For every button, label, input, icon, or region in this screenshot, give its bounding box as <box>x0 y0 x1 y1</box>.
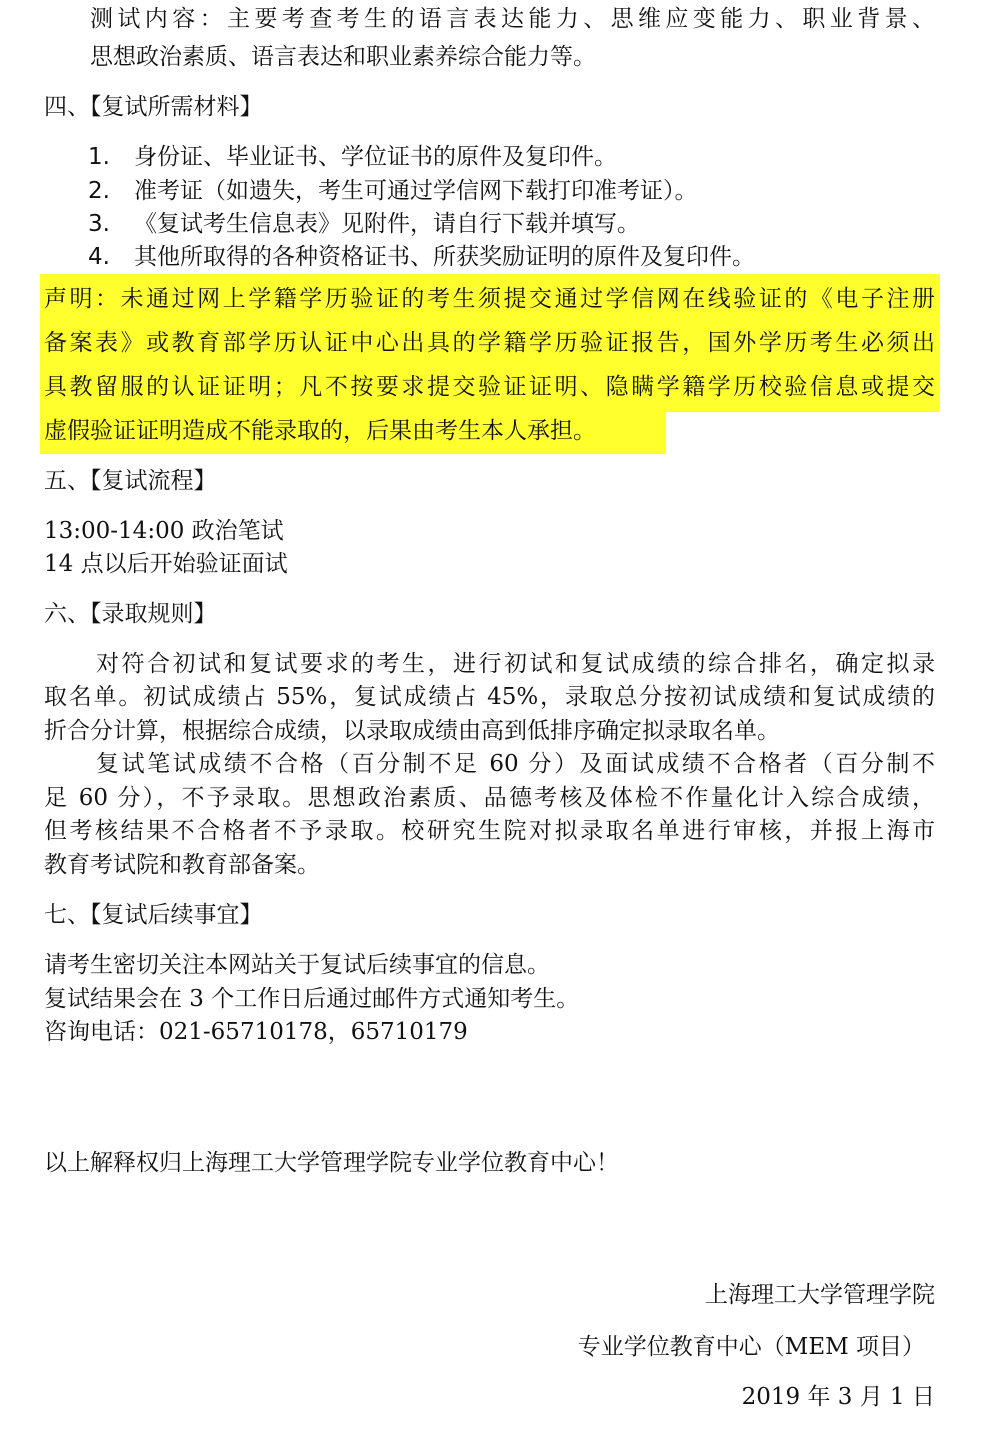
list-number-1: 1. <box>88 144 110 170</box>
contact-phone: 咨询电话：021-65710178，65710179 <box>44 1019 468 1045</box>
list-number-3: 3. <box>88 211 110 237</box>
section5-line-2: 14 点以后开始验证面试 <box>44 551 288 577</box>
notice-line-1: 声明：未通过网上学籍学历验证的考生须提交通过学信网在线验证的《电子注册 <box>44 286 935 312</box>
rules-p2-line-2: 足 60 分），不予录取。思想政治素质、品德考核及体检不作量化计入综合成绩， <box>44 785 935 811</box>
list-item-1: 身份证、毕业证书、学位证书的原件及复印件。 <box>134 144 617 170</box>
rules-p1-line-2: 取名单。初试成绩占 55%，复试成绩占 45%，录取总分按初试成绩和复试成绩的 <box>44 684 935 710</box>
section4-heading: 四、【复试所需材料】 <box>44 94 263 120</box>
list-item-4: 其他所取得的各种资格证书、所获奖励证明的原件及复印件。 <box>134 244 755 270</box>
section6-heading: 六、【录取规则】 <box>44 601 217 627</box>
rules-p1-line-1: 对符合初试和复试要求的考生，进行初试和复试成绩的综合排名，确定拟录 <box>96 651 935 677</box>
section7-heading: 七、【复试后续事宜】 <box>44 902 263 928</box>
closing-statement: 以上解释权归上海理工大学管理学院专业学位教育中心！ <box>44 1150 619 1176</box>
notice-line-4: 虚假验证证明造成不能录取的，后果由考生本人承担。 <box>44 418 596 444</box>
signature-dept: 专业学位教育中心（MEM 项目） <box>577 1334 925 1360</box>
intro-line-2: 思想政治素质、语言表达和职业素养综合能力等。 <box>90 44 596 70</box>
section7-line-1: 请考生密切关注本网站关于复试后续事宜的信息。 <box>44 952 550 978</box>
list-number-2: 2. <box>88 178 110 204</box>
list-item-3: 《复试考生信息表》见附件，请自行下载并填写。 <box>134 211 640 237</box>
notice-line-3: 具教留服的认证证明；凡不按要求提交验证证明、隐瞒学籍学历校验信息或提交 <box>44 374 935 400</box>
list-item-2: 准考证（如遗失，考生可通过学信网下载打印准考证）。 <box>134 178 698 204</box>
section5-line-1: 13:00-14:00 政治笔试 <box>44 518 284 544</box>
notice-highlight-edge <box>666 412 946 460</box>
rules-p2-line-4: 教育考试院和教育部备案。 <box>44 852 320 878</box>
signature-org: 上海理工大学管理学院 <box>705 1282 935 1308</box>
section5-heading: 五、【复试流程】 <box>44 468 217 494</box>
intro-line-1: 测试内容：主要考查考生的语言表达能力、思维应变能力、职业背景、 <box>90 6 935 32</box>
list-number-4: 4. <box>88 244 110 270</box>
section7-line-2: 复试结果会在 3 个工作日后通过邮件方式通知考生。 <box>44 986 580 1012</box>
notice-line-2: 备案表》或教育部学历认证中心出具的学籍学历验证报告，国外学历考生必须出 <box>44 330 935 356</box>
rules-p2-line-3: 但考核结果不合格者不予录取。校研究生院对拟录取名单进行审核，并报上海市 <box>44 818 935 844</box>
signature-date: 2019 年 3 月 1 日 <box>741 1384 935 1410</box>
rules-p1-line-3: 折合分计算，根据综合成绩，以录取成绩由高到低排序确定拟录取名单。 <box>44 718 780 744</box>
rules-p2-line-1: 复试笔试成绩不合格（百分制不足 60 分）及面试成绩不合格者（百分制不 <box>96 751 935 777</box>
